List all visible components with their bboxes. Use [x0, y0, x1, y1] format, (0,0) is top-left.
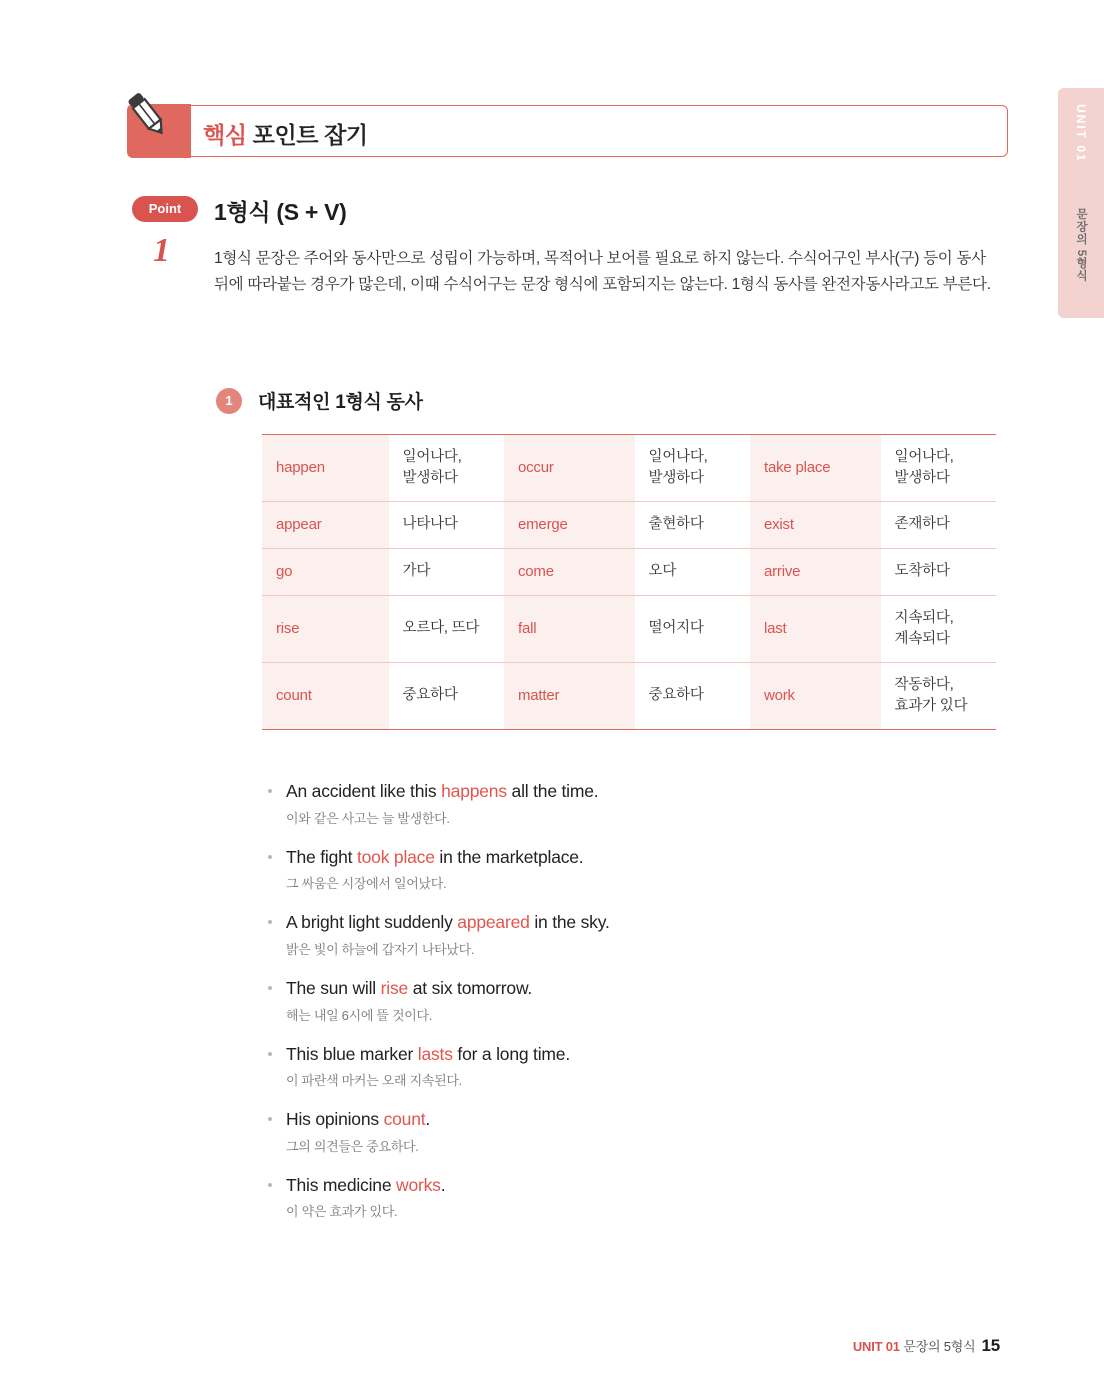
point-number: 1 — [153, 232, 170, 269]
side-tab-unit-label: UNIT 01 — [1074, 104, 1088, 163]
example-item — [262, 911, 1002, 958]
example-text-post: for a long time. — [452, 1043, 570, 1064]
table-row — [262, 662, 996, 729]
example-text-post: at six tomorrow. — [408, 977, 533, 998]
example-highlight-verb: works — [396, 1174, 441, 1195]
example-text-pre: This medicine — [286, 1174, 397, 1195]
example-english — [286, 1108, 1002, 1132]
verb-cell-english: occur — [504, 435, 635, 502]
example-korean: 그 싸움은 시장에서 일어났다. — [286, 876, 447, 892]
verb-cell-english: fall — [504, 595, 635, 662]
example-korean: 밝은 빛이 하늘에 갑자기 나타났다. — [286, 941, 475, 957]
example-text-post: in the marketplace. — [434, 846, 584, 867]
verb-cell-english: matter — [504, 662, 635, 729]
verb-cell-korean: 일어나다, 발생하다 — [881, 435, 996, 502]
example-english — [286, 911, 1002, 935]
example-text-pre: A bright light suddenly — [286, 912, 458, 933]
point-title: 1형식 (S + V) — [214, 199, 347, 225]
example-item — [262, 977, 1002, 1024]
verb-cell-english: rise — [262, 595, 389, 662]
example-item — [262, 1043, 1002, 1090]
example-sentence-list — [262, 780, 1002, 1239]
side-tab-subject-label: 문장의 5형식 — [1075, 208, 1087, 283]
table-row — [262, 595, 996, 662]
section-header-title-rest: 포인트 잡기 — [246, 122, 368, 148]
example-text-pre: An accident like this — [286, 781, 442, 801]
verb-cell-korean: 나타나다 — [389, 502, 504, 549]
example-item — [262, 1108, 1002, 1155]
example-highlight-verb: happens — [441, 781, 507, 801]
bullet-icon — [268, 855, 272, 859]
section-header-title-highlight: 핵심 — [203, 122, 247, 148]
bullet-icon — [268, 920, 272, 924]
example-text-post: all the time. — [506, 781, 599, 801]
example-highlight-verb: lasts — [417, 1043, 453, 1064]
subsection-number-badge: 1 — [216, 388, 242, 414]
verb-cell-korean: 중요하다 — [635, 662, 750, 729]
example-text-pre: The fight — [286, 846, 357, 867]
verb-cell-english: last — [750, 595, 881, 662]
bullet-icon — [268, 789, 272, 793]
verb-cell-korean: 떨어지다 — [635, 595, 750, 662]
verb-cell-english: work — [750, 662, 881, 729]
example-korean: 그의 의견들은 중요하다. — [286, 1138, 419, 1154]
example-text-post: in the sky. — [529, 912, 610, 933]
example-highlight-verb: took place — [356, 846, 435, 867]
pencil-icon — [120, 88, 174, 142]
point-badge: Point — [132, 196, 198, 222]
unit-side-tab — [1058, 88, 1104, 318]
footer-unit-label: UNIT 01 — [852, 1339, 900, 1354]
footer-subject-label: 문장의 5형식 — [899, 1339, 976, 1354]
example-english — [286, 780, 1002, 804]
verb-cell-korean: 일어나다, 발생하다 — [389, 435, 504, 502]
example-english — [286, 1043, 1002, 1067]
table-row — [262, 502, 996, 549]
verb-cell-english: appear — [262, 502, 389, 549]
example-korean: 이와 같은 사고는 늘 발생한다. — [286, 810, 450, 826]
subsection-title: 대표적인 1형식 동사 — [258, 392, 423, 413]
verb-cell-korean: 작동하다, 효과가 있다 — [881, 662, 996, 729]
bullet-icon — [268, 1117, 272, 1121]
example-text-pre: His opinions — [286, 1109, 384, 1130]
example-item — [262, 846, 1002, 893]
example-english — [286, 1174, 1002, 1198]
section-header-title — [203, 117, 368, 150]
verb-cell-korean: 지속되다, 계속되다 — [881, 595, 996, 662]
bullet-icon — [268, 986, 272, 990]
verb-cell-english: arrive — [750, 548, 881, 595]
example-korean: 이 약은 효과가 있다. — [286, 1204, 398, 1220]
verb-cell-korean: 오르다, 뜨다 — [389, 595, 504, 662]
bullet-icon — [268, 1183, 272, 1187]
example-text-pre: This blue marker — [286, 1043, 418, 1064]
example-korean: 해는 내일 6시에 뜰 것이다. — [286, 1007, 433, 1023]
verb-table — [262, 434, 996, 730]
verb-cell-korean: 출현하다 — [635, 502, 750, 549]
verb-cell-english: exist — [750, 502, 881, 549]
verb-cell-english: come — [504, 548, 635, 595]
example-item — [262, 1174, 1002, 1221]
bullet-icon — [268, 1052, 272, 1056]
example-text-pre: The sun will — [286, 977, 381, 998]
verb-cell-english: take place — [750, 435, 881, 502]
verb-cell-english: go — [262, 548, 389, 595]
verb-cell-english: emerge — [504, 502, 635, 549]
example-text-post: . — [425, 1109, 431, 1130]
verb-cell-english: count — [262, 662, 389, 729]
verb-cell-korean: 도착하다 — [881, 548, 996, 595]
verb-cell-korean: 존재하다 — [881, 502, 996, 549]
example-item — [262, 780, 1002, 827]
section-header-banner — [128, 105, 1008, 157]
example-english — [286, 846, 1002, 870]
example-highlight-verb: count — [383, 1109, 426, 1130]
page-footer — [853, 1336, 1000, 1356]
verb-cell-korean: 가다 — [389, 548, 504, 595]
table-row — [262, 548, 996, 595]
point-body-text: 1형식 문장은 주어와 동사만으로 성립이 가능하며, 목적어나 보어를 필요로 하지 않는다. 수식어구인 부사(구) 등이 동사 뒤에 따라붙는 경우가 많은데, 이때 수식어구는 문장 형식에 포함되지는 않는다. 1형식 동사를 완전자동사라고도 부른다. — [214, 250, 991, 293]
table-row — [262, 435, 996, 502]
example-highlight-verb: appeared — [457, 912, 530, 933]
example-highlight-verb: rise — [380, 977, 409, 998]
verb-cell-korean: 일어나다, 발생하다 — [635, 435, 750, 502]
example-text-post: . — [440, 1174, 446, 1195]
verb-cell-korean: 중요하다 — [389, 662, 504, 729]
example-english — [286, 977, 1002, 1001]
verb-cell-korean: 오다 — [635, 548, 750, 595]
page-number: 15 — [981, 1336, 1000, 1355]
example-korean: 이 파란색 마커는 오래 지속된다. — [286, 1073, 462, 1089]
verb-cell-english: happen — [262, 435, 389, 502]
